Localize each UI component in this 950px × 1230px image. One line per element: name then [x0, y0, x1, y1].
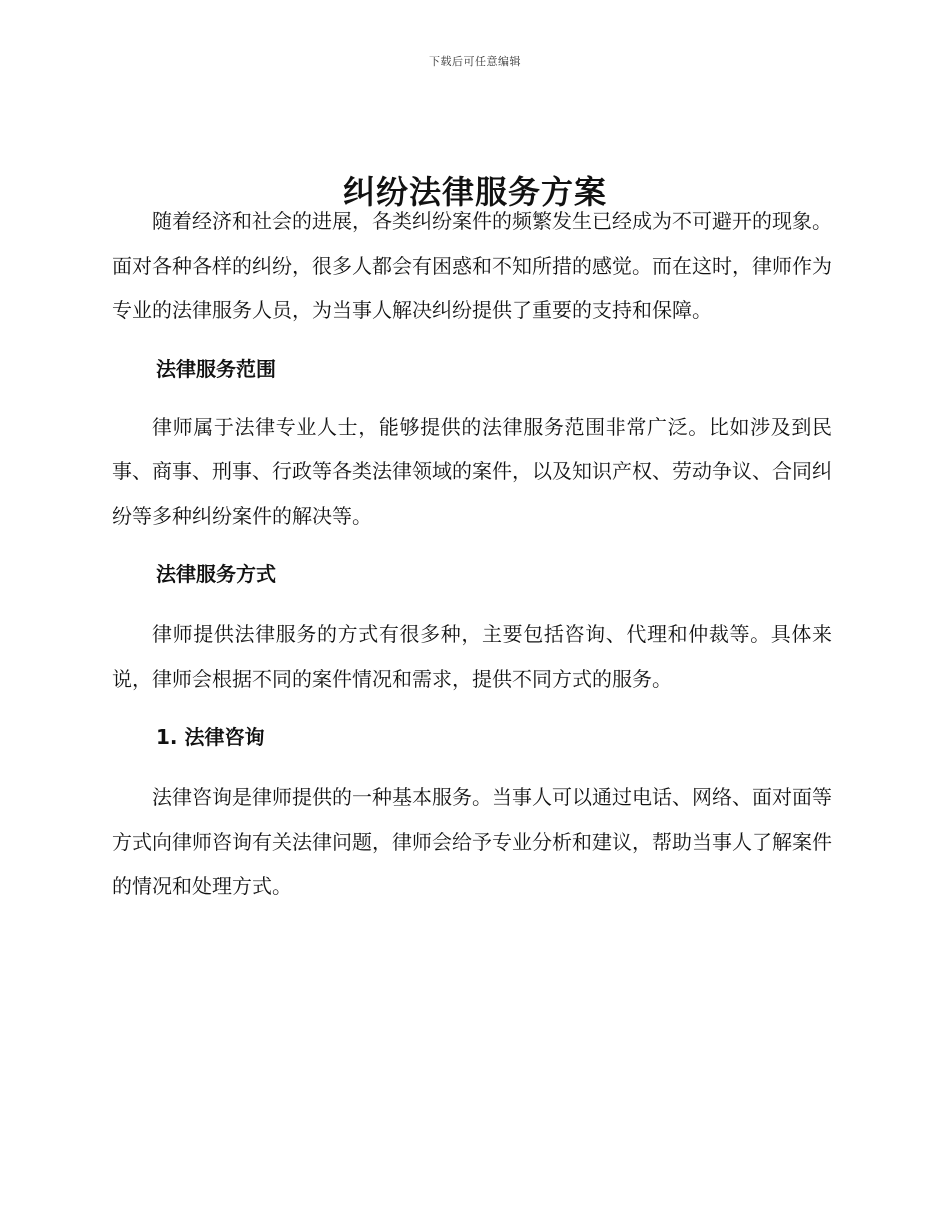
methods-paragraph: 律师提供法律服务的方式有很多种，主要包括咨询、代理和仲裁等。具体来说，律师会根据不同的案件情况和需求，提供不同方式的服务。	[112, 622, 832, 691]
document-body	[112, 199, 832, 909]
section-heading-scope: 法律服务范围	[156, 356, 276, 381]
scope-paragraph: 律师属于法律专业人士，能够提供的法律服务范围非常广泛。比如涉及到民事、商事、刑事、行政等各类法律领域的案件，以及知识产权、劳动争议、合同纠纷等多种纠纷案件的解决等。	[112, 414, 832, 528]
intro-paragraph: 随着经济和社会的进展，各类纠纷案件的频繁发生已经成为不可避开的现象。面对各种各样的纠纷，很多人都会有困惑和不知所措的感觉。而在这时，律师作为专业的法律服务人员，为当事人解决纠纷提供了重要的支持和保障。	[112, 209, 832, 322]
consultation-paragraph: 法律咨询是律师提供的一种基本服务。当事人可以通过电话、网络、面对面等方式向律师咨询有关法律问题，律师会给予专业分析和建议，帮助当事人了解案件的情况和处理方式。	[112, 785, 832, 898]
header-note: 下载后可任意编辑	[429, 55, 521, 68]
page-title: 纠纷法律服务方案	[342, 173, 607, 212]
section-heading-consultation: 1. 法律咨询	[156, 725, 265, 749]
section-heading-methods: 法律服务方式	[156, 562, 276, 586]
